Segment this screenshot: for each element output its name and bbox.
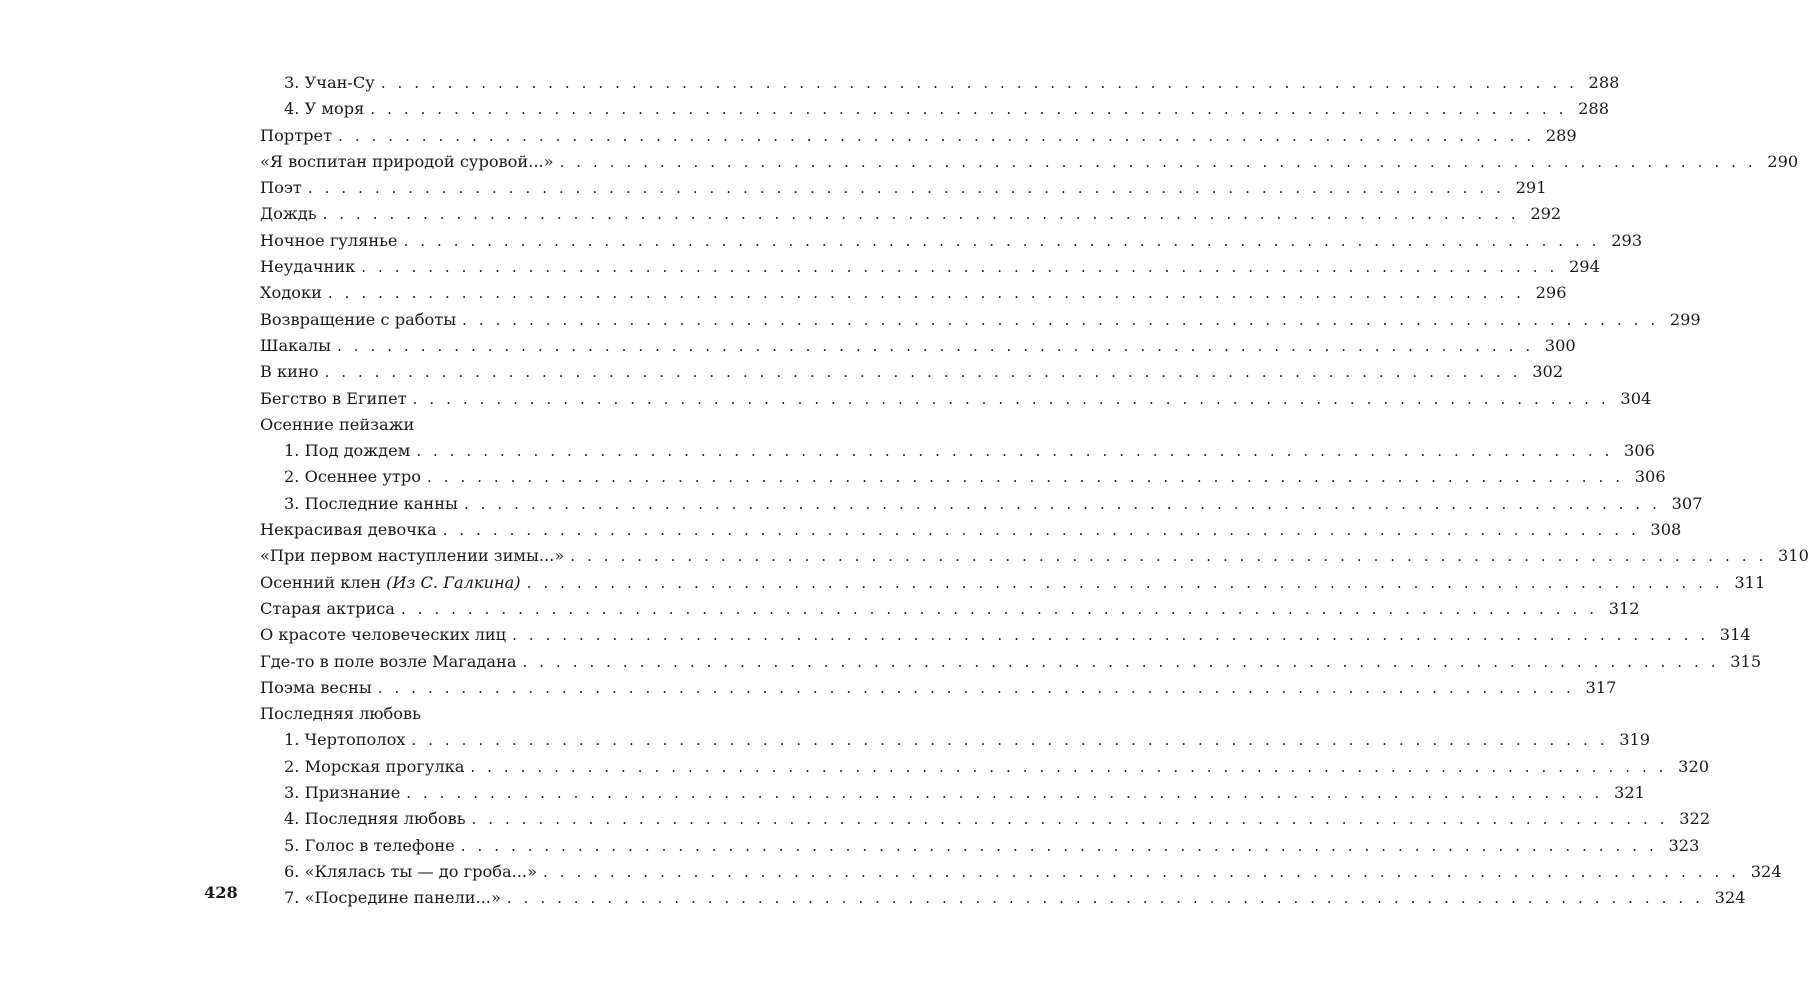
toc-entry-title-text: Поэт	[260, 178, 302, 198]
toc-entry-page: 307	[1671, 493, 1703, 513]
dot-leader: . . . . . . . . . . . . . . . . . . . . . . . . . . . . . . . . . . . . . . . . . . . . . . . . . . . . . . . . . . . . . . . . . . . . . . . .	[559, 152, 1757, 171]
dot-leader: . . . . . . . . . . . . . . . . . . . . . . . . . . . . . . . . . . . . . . . . . . . . . . . . . . . . . . . . . . . . . . . . . . . . . . . .	[426, 468, 1624, 487]
toc-entry	[260, 333, 1576, 359]
toc-entry-title-text: Бегство в Египет	[260, 388, 407, 408]
toc-entry	[260, 570, 1766, 596]
toc-entry-title-text: Ходоки	[260, 283, 322, 303]
toc-entry-title	[260, 859, 543, 885]
toc-entry-page: 288	[1578, 99, 1609, 119]
toc-entry	[260, 491, 1703, 517]
dot-leader: . . . . . . . . . . . . . . . . . . . . . . . . . . . . . . . . . . . . . . . . . . . . . . . . . . . . . . . . . . . . . . . . . . . . . . . .	[570, 547, 1767, 566]
toc-entry-title-text: В кино	[260, 362, 319, 382]
toc-entry-title-text: 3. Последние канны	[284, 493, 458, 513]
dot-leader: . . . . . . . . . . . . . . . . . . . . . . . . . . . . . . . . . . . . . . . . . . . . . . . . . . . . . . . . . . . . . . . . . . . . . . . .	[327, 284, 1525, 303]
toc-entry-title	[260, 596, 401, 622]
toc-entry	[260, 359, 1564, 385]
toc-entry	[260, 228, 1643, 254]
toc-entry-title-text: Осенние пейзажи	[260, 414, 415, 434]
toc-entry-title	[260, 622, 512, 648]
toc-entry-title-text: О красоте человеческих лиц	[260, 625, 507, 645]
toc-entry	[260, 123, 1577, 149]
dot-leader: . . . . . . . . . . . . . . . . . . . . . . . . . . . . . . . . . . . . . . . . . . . . . . . . . . . . . . . . . . . . . . . . . . . . . . . .	[361, 258, 1558, 277]
toc-entry-title	[260, 885, 507, 911]
toc-entry-title-text: 3. Учан-Су	[284, 73, 375, 92]
dot-leader: . . . . . . . . . . . . . . . . . . . . . . . . . . . . . . . . . . . . . . . . . . . . . . . . . . . . . . . . . . . . . . . . . . . . . . . .	[400, 599, 1598, 618]
dot-leader: . . . . . . . . . . . . . . . . . . . . . . . . . . . . . . . . . . . . . . . . . . . . . . . . . . . . . . . . . . . . . . . . . . . . . . . .	[380, 74, 1578, 92]
dot-leader: . . . . . . . . . . . . . . . . . . . . . . . . . . . . . . . . . . . . . . . . . . . . . . . . . . . . . . . . . . . . . . . . . . . . . . . .	[411, 731, 1609, 750]
toc-entry-page: 319	[1619, 730, 1651, 750]
toc-entry-title-text: «При первом наступлении зимы...»	[260, 546, 565, 566]
dot-leader: . . . . . . . . . . . . . . . . . . . . . . . . . . . . . . . . . . . . . . . . . . . . . . . . . . . . . . . . . . . . . . . . . . . . . . . .	[442, 521, 1640, 540]
toc-entry-title-text: 5. Голос в телефоне	[284, 835, 455, 855]
toc-entry-page: 294	[1568, 257, 1600, 277]
toc-entry-page: 293	[1611, 230, 1643, 250]
toc-entry-title-text: 1. Чертополох	[284, 730, 406, 750]
toc-entry-title-text: Осенний клен	[260, 572, 387, 592]
toc-entry-title	[260, 649, 523, 675]
toc-entry	[260, 386, 1652, 412]
toc-entry-title	[260, 96, 370, 122]
toc-entry-page: 320	[1678, 756, 1710, 776]
toc-entry-title-text: 4. У моря	[284, 99, 365, 119]
toc-entry-page: 304	[1620, 388, 1652, 408]
toc-entry-page: 290	[1767, 151, 1799, 171]
toc-entry-title-text: Где-то в поле возле Магадана	[260, 651, 517, 671]
toc-entry-title-text: Поэма весны	[260, 677, 372, 697]
toc-entry-title	[260, 149, 560, 175]
dot-leader: . . . . . . . . . . . . . . . . . . . . . . . . . . . . . . . . . . . . . . . . . . . . . . . . . . . . . . . . . . . . . . . . . . . . . . . .	[338, 126, 1535, 145]
toc-entry-title	[260, 543, 570, 569]
dot-leader: . . . . . . . . . . . . . . . . . . . . . . . . . . . . . . . . . . . . . . . . . . . . . . . . . . . . . . . . . . . . . . . . . . . . . . . .	[403, 231, 1601, 250]
toc-entry-title	[260, 70, 381, 96]
toc-entry-title	[260, 491, 464, 517]
toc-entry-title	[260, 438, 416, 464]
dot-leader: . . . . . . . . . . . . . . . . . . . . . . . . . . . . . . . . . . . . . . . . . . . . . . . . . . . . . . . . . . . . . . . . . . . . . . . .	[506, 889, 1704, 908]
dot-leader: . . . . . . . . . . . . . . . . . . . . . . . . . . . . . . . . . . . . . . . . . . . . . . . . . . . . . . . . . . . . . . . . . . . . . . . .	[377, 678, 1575, 697]
toc-entry-page: 308	[1650, 520, 1682, 540]
dot-leader: . . . . . . . . . . . . . . . . . . . . . . . . . . . . . . . . . . . . . . . . . . . . . . . . . . . . . . . . . . . . . . . . . . . . . . . .	[460, 836, 1658, 855]
toc-entry-page: 296	[1535, 283, 1567, 303]
toc-entry-title	[260, 201, 323, 227]
toc-entry-page: 317	[1585, 677, 1617, 697]
toc-entry-page: 288	[1588, 73, 1620, 92]
dot-leader: . . . . . . . . . . . . . . . . . . . . . . . . . . . . . . . . . . . . . . . . . . . . . . . . . . . . . . . . . . . . . . . . . . . . . . . .	[322, 205, 1520, 224]
toc-entry-page: 292	[1530, 204, 1562, 224]
dot-leader: . . . . . . . . . . . . . . . . . . . . . . . . . . . . . . . . . . . . . . . . . . . . . . . . . . . . . . . . . . . . . . . . . . . . . . . .	[512, 626, 1709, 645]
toc-entry-title	[260, 333, 337, 359]
toc-entry	[260, 280, 1567, 306]
toc-entry-page: 324	[1750, 861, 1782, 881]
dot-leader: . . . . . . . . . . . . . . . . . . . . . . . . . . . . . . . . . . . . . . . . . . . . . . . . . . . . . . . . . . . . . . . . . . . . . . . .	[522, 652, 1720, 671]
toc-entry	[260, 701, 766, 727]
toc-entry	[260, 675, 1617, 701]
toc-entry	[260, 649, 1762, 675]
toc-entry-title	[260, 386, 413, 412]
toc-entry-title-text: 7. «Посредине панели...»	[284, 888, 501, 908]
toc-entry	[260, 727, 1651, 753]
dot-leader: . . . . . . . . . . . . . . . . . . . . . . . . . . . . . . . . . . . . . . . . . . . . . . . . . . . . . . . . . . . . . . . . . . . . . . . .	[471, 810, 1669, 829]
toc-entry-title-italic: (Из С. Галкина)	[386, 572, 521, 592]
toc-entry-title-text: Возвращение с работы	[260, 309, 457, 329]
toc-entry-title	[260, 570, 527, 596]
dot-leader: . . . . . . . . . . . . . . . . . . . . . . . . . . . . . . . . . . . . . . . . . . . . . . . . . . . . . . . . . . . . . . . . . . . . . . . .	[412, 389, 1610, 408]
toc-entry-page: 321	[1614, 783, 1645, 803]
toc-entry	[260, 806, 1711, 832]
dot-leader: . . . . . . . . . . . . . . . . . . . . . . . . . . . . . . . . . . . . . . . . . . . . . . . . . . . . . . . . . . . . . . . . . . . . . . . .	[526, 573, 1724, 592]
toc-entry-title-text: 2. Осеннее утро	[284, 467, 421, 487]
toc-entry	[260, 517, 1682, 543]
dot-leader: . . . . . . . . . . . . . . . . . . . . . . . . . . . . . . . . . . . . . . . . . . . . . . . . . . . . . . . . . . . . . . . . . . . . . . . .	[406, 784, 1603, 803]
page-number: 428	[204, 883, 238, 902]
toc-entry-title	[260, 359, 324, 385]
toc-entry-title	[260, 254, 361, 280]
toc-entry-title-text: Дождь	[260, 204, 317, 224]
toc-entry-page: 312	[1608, 598, 1640, 618]
toc-entry-page: 306	[1634, 467, 1666, 487]
toc-entry-title	[260, 307, 462, 333]
toc-entry-title	[260, 464, 427, 490]
toc-entry-title	[260, 280, 328, 306]
toc-entry	[260, 859, 1782, 885]
toc-entry	[260, 412, 766, 438]
toc-entry-page: 306	[1624, 441, 1655, 461]
toc-entry	[260, 307, 1701, 333]
toc-entry-title-text: Неудачник	[260, 257, 356, 277]
toc-entry	[260, 464, 1666, 490]
toc-entry-title-text: 3. Признание	[284, 783, 401, 803]
toc-entry-title	[260, 517, 443, 543]
toc-entry	[260, 201, 1562, 227]
toc-entry-title-text: Старая актриса	[260, 598, 395, 618]
toc-entry	[260, 70, 1620, 96]
toc-entry-title	[260, 833, 461, 859]
dot-leader: . . . . . . . . . . . . . . . . . . . . . . . . . . . . . . . . . . . . . . . . . . . . . . . . . . . . . . . . . . . . . . . . . . . . . . . .	[416, 442, 1613, 461]
toc-entry	[260, 149, 1799, 175]
toc-entry-page: 289	[1545, 125, 1577, 145]
toc-entry	[260, 833, 1700, 859]
toc-entry	[260, 438, 1655, 464]
table-of-contents	[260, 70, 1809, 912]
toc-entry-page: 324	[1714, 888, 1746, 908]
toc-entry-page: 302	[1532, 362, 1564, 382]
toc-entry-title	[260, 727, 411, 753]
toc-entry	[260, 596, 1640, 622]
dot-leader: . . . . . . . . . . . . . . . . . . . . . . . . . . . . . . . . . . . . . . . . . . . . . . . . . . . . . . . . . . . . . . . . . . . . . . . .	[463, 494, 1661, 513]
dot-leader: . . . . . . . . . . . . . . . . . . . . . . . . . . . . . . . . . . . . . . . . . . . . . . . . . . . . . . . . . . . . . . . . . . . . . . . .	[542, 862, 1740, 881]
toc-entry	[260, 254, 1600, 280]
toc-entry-title-text: Ночное гулянье	[260, 230, 398, 250]
toc-entry-page: 291	[1515, 178, 1547, 198]
toc-entry-title	[260, 123, 338, 149]
toc-entry-page: 300	[1544, 335, 1576, 355]
toc-entry-page: 314	[1719, 625, 1751, 645]
toc-entry-title	[260, 701, 427, 727]
toc-entry	[260, 885, 1746, 911]
toc-entry-page: 315	[1730, 651, 1762, 671]
toc-entry-page: 322	[1679, 809, 1711, 829]
toc-entry-title-text: Последняя любовь	[260, 704, 421, 724]
toc-entry-title-text: 2. Морская прогулка	[284, 756, 465, 776]
dot-leader: . . . . . . . . . . . . . . . . . . . . . . . . . . . . . . . . . . . . . . . . . . . . . . . . . . . . . . . . . . . . . . . . . . . . . . . .	[470, 757, 1668, 776]
toc-entry-title	[260, 228, 404, 254]
dot-leader: . . . . . . . . . . . . . . . . . . . . . . . . . . . . . . . . . . . . . . . . . . . . . . . . . . . . . . . . . . . . . . . . . . . . . . . .	[307, 179, 1505, 198]
toc-entry-title-text: 4. Последняя любовь	[284, 809, 466, 829]
toc-entry-title	[260, 412, 420, 438]
toc-entry-title-text: Портрет	[260, 125, 333, 145]
toc-entry	[260, 622, 1751, 648]
toc-entry-page: 323	[1668, 835, 1700, 855]
dot-leader: . . . . . . . . . . . . . . . . . . . . . . . . . . . . . . . . . . . . . . . . . . . . . . . . . . . . . . . . . . . . . . . . . . . . . . . .	[324, 363, 1522, 382]
toc-entry	[260, 96, 1609, 122]
dot-leader: . . . . . . . . . . . . . . . . . . . . . . . . . . . . . . . . . . . . . . . . . . . . . . . . . . . . . . . . . . . . . . . . . . . . . . . .	[370, 100, 1567, 119]
toc-entry-title	[260, 806, 472, 832]
toc-entry	[260, 754, 1710, 780]
toc-entry-page: 299	[1669, 309, 1701, 329]
toc-entry-title	[260, 780, 406, 806]
toc-entry	[260, 780, 1645, 806]
toc-entry-title	[260, 754, 470, 780]
dot-leader: . . . . . . . . . . . . . . . . . . . . . . . . . . . . . . . . . . . . . . . . . . . . . . . . . . . . . . . . . . . . . . . . . . . . . . . .	[337, 336, 1534, 355]
toc-entry-title	[260, 675, 378, 701]
toc-entry	[260, 543, 1809, 569]
toc-entry-title-text: 1. Под дождем	[284, 441, 411, 461]
toc-entry	[260, 175, 1547, 201]
toc-entry-title-text: 6. «Клялась ты — до гроба...»	[284, 861, 537, 881]
toc-entry-title-text: Шакалы	[260, 335, 332, 355]
toc-entry-title-text: «Я воспитан природой суровой...»	[260, 151, 554, 171]
toc-entry-page: 310	[1777, 546, 1809, 566]
toc-entry-title	[260, 175, 308, 201]
dot-leader: . . . . . . . . . . . . . . . . . . . . . . . . . . . . . . . . . . . . . . . . . . . . . . . . . . . . . . . . . . . . . . . . . . . . . . . .	[462, 310, 1659, 329]
toc-entry-title-text: Некрасивая девочка	[260, 520, 437, 540]
toc-entry-page: 311	[1734, 572, 1766, 592]
